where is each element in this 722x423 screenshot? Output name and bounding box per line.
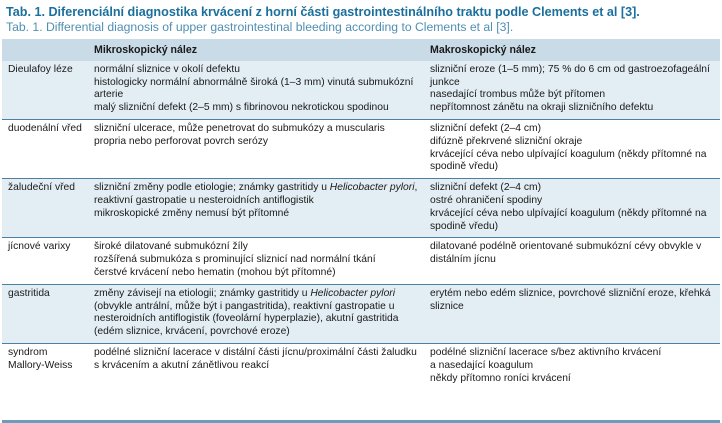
macro-cell xyxy=(424,119,720,178)
macro-line: dilatované podélně orientované submukózní cévy obvykle v distálním jícnu xyxy=(430,241,702,266)
micro-text: slizniční změny podle etiologie; známky gastritidy u xyxy=(94,182,330,194)
micro-cell xyxy=(88,284,424,343)
macro-cell xyxy=(424,343,720,389)
macro-line: difúzně překrvené slizniční okraje xyxy=(430,135,583,147)
micro-text: (obvykle antrální, může být i pangastritida), reaktivní gastropatie u nesteroidních antiflogistik (foveolární hyperplazie), akutní gastritida (edém sliznice, krvácení, povrchové eroze) xyxy=(94,300,399,338)
micro-cell xyxy=(88,61,424,120)
row-name: Dieulafoy léze xyxy=(2,61,88,120)
micro-italic: Helicobacter pylori xyxy=(329,182,415,194)
micro-text: změny závisejí na etiologii; známky gastritidy u xyxy=(94,287,311,299)
row-name: žaludeční vřed xyxy=(2,179,88,238)
table-row xyxy=(2,343,720,389)
row-name: syndrom Mallory-Weiss xyxy=(2,343,88,389)
micro-cell xyxy=(88,119,424,178)
micro-line xyxy=(94,182,418,208)
table-row xyxy=(2,179,720,238)
micro-cell xyxy=(88,238,424,284)
macro-line: slizniční eroze (1–5 mm); 75 % do 6 cm od gastroezofageální junkce xyxy=(430,63,710,88)
micro-line: rozšířená submukóza s prominující sliznicí nad normální tkání xyxy=(94,254,376,266)
row-name: gastritida xyxy=(2,284,88,343)
micro-text: , reaktivní gastropatie u nesteroidních antiflogistik xyxy=(94,182,418,206)
macro-line: a nasedající koagulum xyxy=(430,359,534,371)
micro-line: široké dilatované submukózní žíly xyxy=(94,241,248,253)
macro-line: slizniční defekt (2–4 cm) xyxy=(430,182,542,194)
macro-line: ostré ohraničení spodiny xyxy=(430,194,543,206)
macro-cell xyxy=(424,61,720,120)
header-empty xyxy=(2,39,88,61)
micro-line: normální sliznice v okolí defektu xyxy=(94,63,240,75)
macro-cell xyxy=(424,179,720,238)
macro-line: někdy přítomno roníci krvácení xyxy=(430,372,571,384)
micro-cell xyxy=(88,343,424,389)
macro-line: podélné slizniční lacerace s/bez aktivního krvácení xyxy=(430,346,662,358)
micro-line: histologicky normální abnormálně široká (1–3 mm) vinutá submukózní arterie xyxy=(94,76,414,101)
row-name: jícnové varixy xyxy=(2,238,88,284)
micro-line: slizniční ulcerace, může penetrovat do submukózy a muscularis propria nebo perforovat povrch serózy xyxy=(94,122,385,147)
header-micro: Mikroskopický nález xyxy=(88,39,424,61)
micro-line: čerstvé krvácení nebo hematin (mohou být přítomné) xyxy=(94,266,336,278)
header-macro: Makroskopický nález xyxy=(424,39,720,61)
macro-line: erytém nebo edém sliznice, povrchové slizniční eroze, křehká sliznice xyxy=(430,287,711,312)
header-row xyxy=(2,39,720,61)
table-subtitle: Tab. 1. Differential diagnosis of upper gastrointestinal bleeding according to Clements et al [3]. xyxy=(6,20,514,34)
macro-cell xyxy=(424,238,720,284)
micro-line: podélné slizniční lacerace v distální části jícnu/proximální části žaludku s krvácením a akutní zánětlivou reakcí xyxy=(94,346,417,371)
macro-cell xyxy=(424,284,720,343)
table-title: Tab. 1. Diferenciální diagnostika krvácení z horní části gastrointestinálního traktu podle Clements et al [3]. xyxy=(6,5,640,19)
row-name: duodenální vřed xyxy=(2,119,88,178)
micro-italic: Helicobacter pylori xyxy=(310,287,396,299)
micro-line xyxy=(94,288,418,339)
table-row xyxy=(2,119,720,178)
macro-line: krvácející céva nebo ulpívající koagulum (někdy přítomné na spodině vředu) xyxy=(430,148,707,173)
micro-line: mikroskopické změny nemusí být přítomné xyxy=(94,207,290,219)
macro-line: krvácející céva nebo ulpívající koagulum (někdy přítomné na spodině vředu) xyxy=(430,207,707,232)
macro-line: nepřítomnost zánětu na okraji slizničního defektu xyxy=(430,102,654,114)
macro-line: nasedající trombus může být přítomen xyxy=(430,89,606,101)
micro-cell xyxy=(88,179,424,238)
micro-line: malý slizniční defekt (2–5 mm) s fibrinovou nekrotickou spodinou xyxy=(94,102,389,114)
macro-line: slizniční defekt (2–4 cm) xyxy=(430,122,542,134)
table-row xyxy=(2,61,720,120)
table-row xyxy=(2,238,720,284)
table-row xyxy=(2,284,720,343)
differential-diagnosis-table xyxy=(2,39,720,389)
